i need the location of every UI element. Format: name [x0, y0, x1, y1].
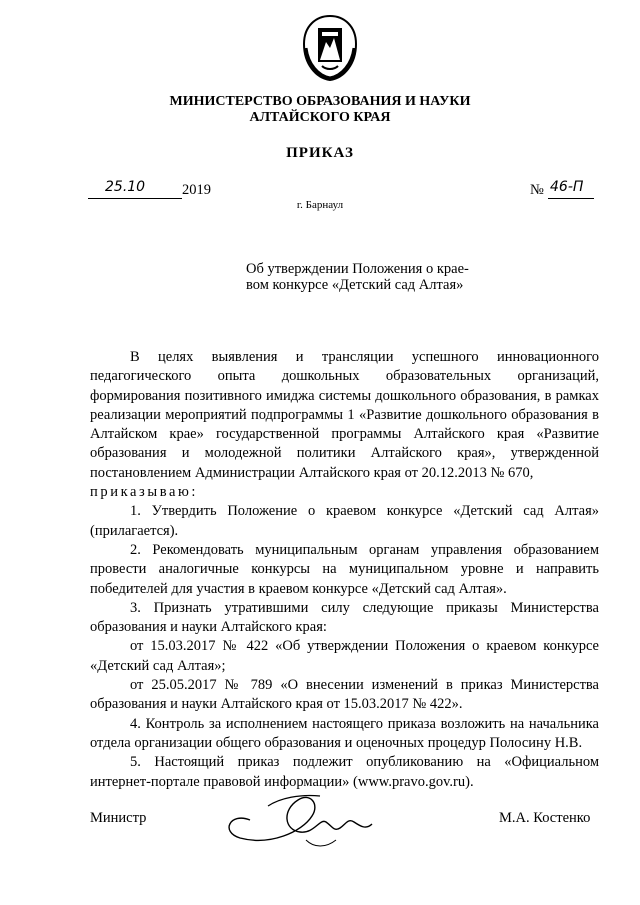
order-number-handwritten: 46-П — [550, 179, 584, 195]
signatory-position: Министр — [90, 810, 147, 826]
intro-paragraph: В целях выявления и трансляции успешного инновационного педагогического опыта дошкольных образовательных организаций, формирования позитивного имиджа системы дошкольного образования, в рамках реализации мероприятий подпрограммы 1 «Развитие дошкольного образования в Алтайском крае» государственной программы Алтайского края «Развитие образования и молодежной политики Алтайского края», утвержденной постановлением Администрации Алтайского края от 20.12.2013 № 670, — [90, 349, 599, 481]
order-word: приказываю: — [90, 484, 199, 501]
item-4: 4. Контроль за исполнением настоящего приказа возложить на начальника отдела организации общего образования и оценочных процедур Полосину Н.В. — [90, 715, 599, 751]
subject-line1: Об утверждении Положения о крае- — [246, 261, 469, 277]
document-type-title: ПРИКАЗ — [286, 145, 354, 161]
item-1: 1. Утвердить Положение о краевом конкурсе «Детский сад Алтая» (прилагается). — [90, 503, 599, 539]
ministry-name-line1: МИНИСТЕРСТВО ОБРАЗОВАНИЯ И НАУКИ — [169, 94, 471, 109]
ministry-name-line2: АЛТАЙСКОГО КРАЯ — [249, 110, 391, 125]
date-handwritten: 25.10 — [105, 179, 146, 195]
coat-of-arms-emblem — [300, 14, 360, 82]
handwritten-signature — [210, 782, 400, 852]
signatory-name: М.А. Костенко — [499, 810, 591, 826]
subject-line2: вом конкурсе «Детский сад Алтая» — [246, 277, 464, 293]
date-year: 2019 — [182, 182, 211, 198]
order-subject — [246, 261, 486, 293]
city-name: г. Барнаул — [296, 199, 344, 211]
item-2: 2. Рекомендовать муниципальным органам управления образованием провести аналогичные конкурсы на муниципальном уровне и направить победителей для участия в краевом конкурсе «Детский сад Алтая». — [90, 541, 599, 597]
item-3: 3. Признать утратившими силу следующие приказы Министерства образования и науки Алтайского края: — [90, 599, 599, 636]
item-3b: от 25.05.2017 № 789 «О внесении изменений в приказ Министерства образования и науки Алтайского края от 15.03.2017 № 422». — [90, 677, 599, 713]
order-body — [90, 348, 599, 792]
item-5: 5. Настоящий приказ подлежит опубликованию на «Официальном интернет-портале правовой информации» (www.pravo.gov.ru). — [90, 754, 599, 790]
order-number-label: № — [530, 182, 544, 198]
item-3a: от 15.03.2017 № 422 «Об утверждении Положения о краевом конкурсе «Детский сад Алтая»; — [90, 638, 599, 674]
